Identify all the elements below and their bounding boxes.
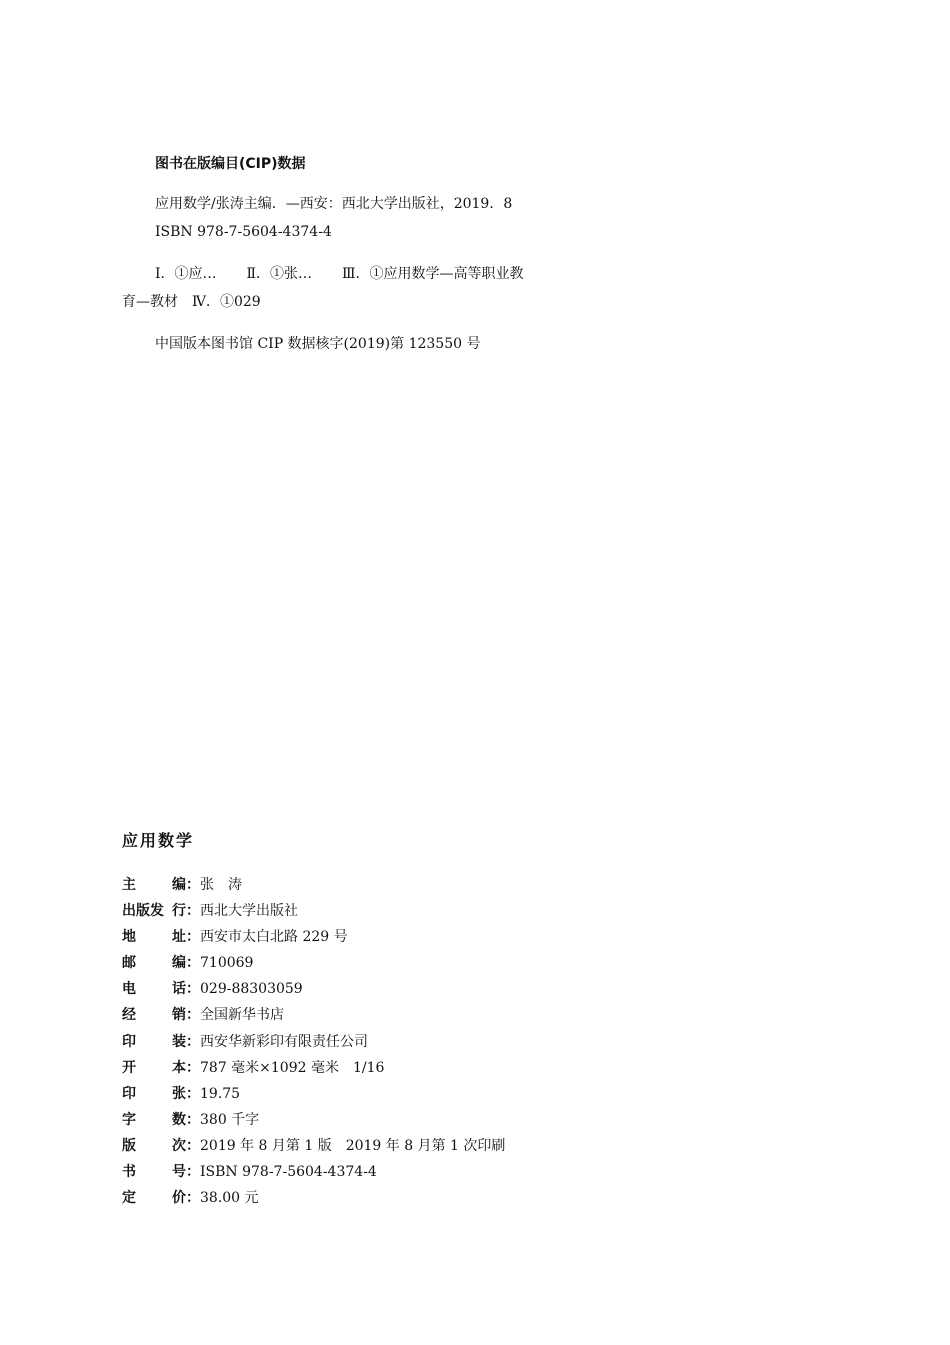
colophon-row — [122, 900, 722, 926]
colophon-label-end — [172, 1057, 200, 1077]
colophon-label-end-char: 行 — [172, 903, 186, 920]
colophon-label — [122, 900, 200, 920]
colophon-colon: ： — [186, 1085, 200, 1102]
colophon-label-start: 主 — [122, 877, 136, 893]
colophon — [122, 826, 722, 1213]
colophon-label-end — [172, 900, 200, 920]
colophon-label — [122, 1083, 200, 1103]
colophon-label — [122, 1057, 200, 1077]
colophon-label — [122, 1004, 200, 1024]
colophon-colon: ： — [186, 955, 200, 972]
colophon-row — [122, 1187, 722, 1213]
colophon-label — [122, 926, 200, 946]
cip-number-line: 中国版本图书馆 CIP 数据核字(2019)第 123550 号 — [155, 336, 481, 352]
colophon-row — [122, 1109, 722, 1135]
colophon-colon: ： — [186, 1007, 200, 1024]
colophon-label-end-char: 张 — [172, 1085, 186, 1102]
cip-classification-line — [155, 260, 562, 288]
colophon-label-start: 定 — [122, 1190, 136, 1207]
colophon-label-start: 版 — [122, 1137, 136, 1154]
colophon-label — [122, 952, 200, 972]
colophon-colon: ： — [186, 1111, 200, 1128]
cip-heading: 图书在版编目(CIP)数据 — [155, 156, 306, 172]
colophon-value: 380 千字 — [200, 1111, 260, 1128]
colophon-label-end — [172, 1135, 200, 1155]
colophon-label-end — [172, 1109, 200, 1129]
colophon-value: 西安华新彩印有限责任公司 — [200, 1033, 368, 1050]
colophon-row — [122, 978, 722, 1004]
colophon-label-end — [172, 1161, 200, 1181]
colophon-rows — [122, 874, 722, 1213]
colophon-row — [122, 1004, 722, 1030]
colophon-value: 西安市太白北路 229 号 — [200, 929, 348, 946]
cip-isbn-line: ISBN 978-7-5604-4374-4 — [155, 224, 332, 240]
colophon-label — [122, 1031, 200, 1051]
colophon-colon: ： — [186, 877, 200, 893]
colophon-colon: ： — [186, 981, 200, 998]
colophon-row — [122, 1057, 722, 1083]
colophon-value: 张 涛 — [200, 877, 242, 893]
colophon-label-start: 经 — [122, 1007, 136, 1024]
colophon-label-end-char: 次 — [172, 1137, 186, 1154]
colophon-label — [122, 1135, 200, 1155]
colophon-label-start: 印 — [122, 1033, 136, 1050]
colophon-label-end-char: 号 — [172, 1164, 186, 1181]
classification-3: Ⅲ．①应用数学—高等职业教 — [342, 266, 524, 282]
colophon-label-end-char: 本 — [172, 1059, 186, 1076]
book-title: 应用数学 — [122, 831, 195, 850]
colophon-colon: ： — [186, 1164, 200, 1181]
colophon-row — [122, 1161, 722, 1187]
cip-data-block — [122, 150, 562, 358]
colophon-row — [122, 926, 722, 952]
colophon-label-start: 电 — [122, 981, 136, 998]
colophon-label-start: 书 — [122, 1164, 136, 1181]
colophon-label-end — [172, 874, 200, 894]
colophon-value: 19.75 — [200, 1085, 241, 1102]
colophon-label-end-char: 数 — [172, 1111, 186, 1128]
classification-1: Ⅰ．①应… — [155, 266, 217, 282]
colophon-label-end-char: 销 — [172, 1007, 186, 1024]
colophon-label-end-char: 装 — [172, 1033, 186, 1050]
colophon-label-start: 地 — [122, 929, 136, 946]
colophon-colon: ： — [186, 929, 200, 946]
colophon-value: 710069 — [200, 955, 254, 972]
colophon-label — [122, 874, 200, 894]
colophon-label-end — [172, 1083, 200, 1103]
colophon-value: 029-88303059 — [200, 981, 303, 998]
colophon-label-end-char: 址 — [172, 929, 186, 946]
colophon-label — [122, 1187, 200, 1207]
colophon-label-end-char: 编 — [172, 877, 186, 893]
colophon-row — [122, 1135, 722, 1161]
colophon-colon: ： — [186, 1190, 200, 1207]
colophon-label-end — [172, 1031, 200, 1051]
colophon-row — [122, 952, 722, 978]
colophon-label-end — [172, 926, 200, 946]
colophon-label-start: 字 — [122, 1111, 136, 1128]
colophon-colon: ： — [186, 1033, 200, 1050]
colophon-colon: ： — [186, 903, 200, 920]
colophon-value: 全国新华书店 — [200, 1007, 284, 1024]
colophon-label — [122, 1161, 200, 1181]
colophon-row — [122, 1083, 722, 1109]
cip-classification-continuation: 育—教材 Ⅳ．①029 — [122, 294, 261, 310]
colophon-label-start: 印 — [122, 1085, 136, 1102]
colophon-label-end — [172, 978, 200, 998]
colophon-label-end-char: 价 — [172, 1190, 186, 1207]
colophon-label-end — [172, 1004, 200, 1024]
colophon-colon: ： — [186, 1137, 200, 1154]
colophon-value: 787 毫米×1092 毫米 1/16 — [200, 1059, 385, 1076]
classification-2: Ⅱ．①张… — [246, 266, 313, 282]
colophon-value: 2019 年 8 月第 1 版 2019 年 8 月第 1 次印刷 — [200, 1137, 506, 1154]
colophon-label-end-char: 编 — [172, 955, 186, 972]
colophon-label — [122, 978, 200, 998]
colophon-label-end-char: 话 — [172, 981, 186, 998]
colophon-row — [122, 874, 722, 900]
colophon-label-start: 邮 — [122, 955, 136, 972]
colophon-label-start: 开 — [122, 1059, 136, 1076]
colophon-value: 西北大学出版社 — [200, 903, 298, 920]
colophon-label-end — [172, 1187, 200, 1207]
colophon-label — [122, 1109, 200, 1129]
cip-title-line: 应用数学/张涛主编．—西安：西北大学出版社，2019．8 — [155, 196, 513, 212]
colophon-label-start: 出版发 — [122, 903, 164, 920]
colophon-colon: ： — [186, 1059, 200, 1076]
colophon-row — [122, 1031, 722, 1057]
colophon-value: 38.00 元 — [200, 1190, 259, 1207]
colophon-value: ISBN 978-7-5604-4374-4 — [200, 1164, 377, 1181]
colophon-label-end — [172, 952, 200, 972]
